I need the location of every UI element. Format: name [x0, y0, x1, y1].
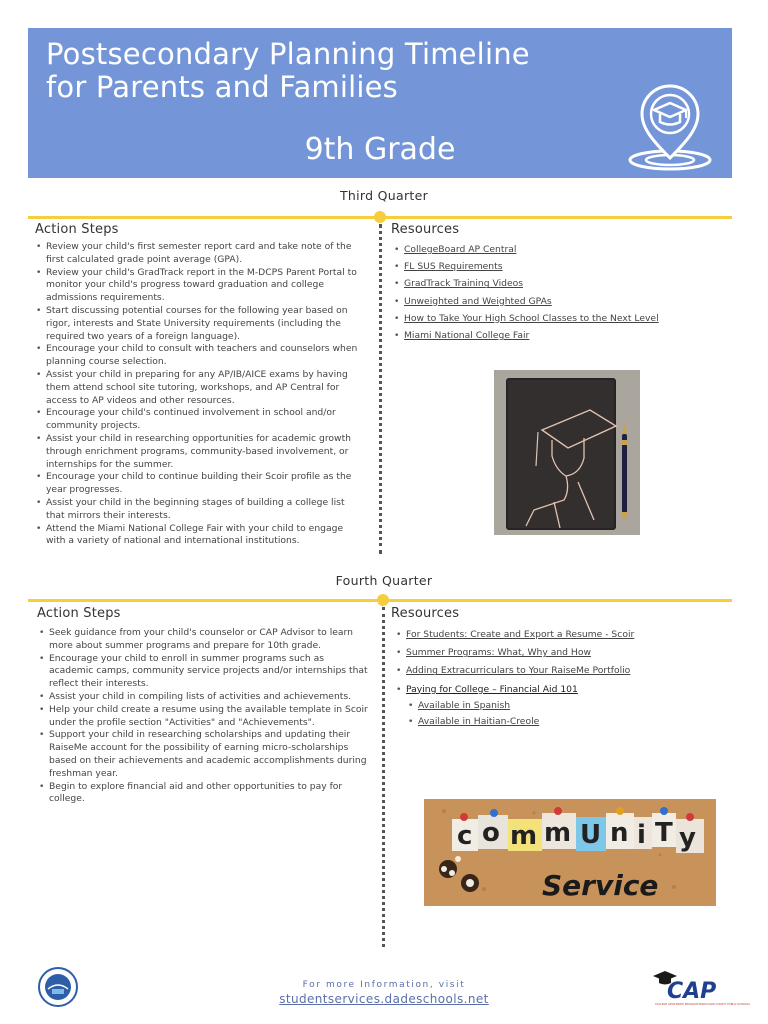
create-resume-scoir-link[interactable]: For Students: Create and Export a Resume - Scoir	[406, 629, 635, 640]
financial-aid-101-link[interactable]: Paying for College – Financial Aid 101	[406, 683, 578, 695]
header-banner	[28, 28, 732, 178]
cap-logo	[651, 968, 750, 1008]
svg-text:o: o	[482, 818, 500, 848]
list-item: • Assist your child in compiling lists of activities and achievements.	[38, 691, 368, 704]
list-item: • Encourage your child to enroll in summer programs such as academic camps, community service projects and/or internships that reflect their interests.	[38, 653, 368, 691]
fourth-quarter-column-divider	[382, 607, 385, 947]
svg-text:c: c	[457, 821, 473, 851]
list-item: • Encourage your child to consult with teachers and counselors when planning course selection.	[35, 343, 365, 369]
high-school-classes-link[interactable]: How to Take Your High School Classes to the Next Level	[404, 312, 659, 324]
list-item	[395, 644, 735, 662]
fourth-quarter-divider-dot	[377, 594, 389, 606]
list-item: • Seek guidance from your child's counselor or CAP Advisor to learn more about summer programs and prepare for 10th grade.	[38, 627, 368, 653]
title-line-2: for Parents and Families	[46, 70, 398, 104]
list-item	[395, 714, 735, 730]
third-quarter-title: Third Quarter	[339, 188, 429, 203]
third-resources-heading: Resources	[391, 222, 460, 237]
fourth-resources-heading: Resources	[391, 606, 460, 621]
list-item	[393, 258, 733, 275]
list-item: • Encourage your child to continue building their Scoir profile as the year progresses.	[35, 471, 365, 497]
svg-text:m: m	[544, 818, 572, 848]
student-services-link[interactable]: studentservices.dadeschools.net	[279, 992, 489, 1006]
collegeboard-ap-central-link[interactable]: CollegeBoard AP Central	[404, 244, 517, 255]
summer-programs-link[interactable]: Summer Programs: What, Why and How	[406, 647, 591, 659]
raiseme-portfolio-link[interactable]: Adding Extracurriculars to Your RaiseMe Portfolio	[406, 665, 631, 677]
svg-text:y: y	[679, 823, 696, 853]
college-fair-link[interactable]: Miami National College Fair	[404, 330, 530, 342]
list-item	[395, 681, 735, 699]
third-quarter-column-divider	[379, 224, 382, 554]
third-quarter-divider-dot	[374, 211, 386, 223]
list-item	[395, 698, 735, 714]
financial-aid-language-list	[395, 698, 735, 730]
third-action-steps-list	[35, 241, 365, 548]
cap-logo-subtext: COLLEGE ASSISTANCE PROGRAM MIAMI-DADE COUNTY PUBLIC SCHOOLS	[655, 1003, 750, 1006]
list-item: • Start discussing potential courses for the following year based on rigor, interests and State University requirements (including the required two years of a foreign language).	[35, 305, 365, 343]
svg-text:T: T	[655, 818, 673, 848]
title-line-1: Postsecondary Planning Timeline	[46, 37, 530, 71]
list-item	[393, 310, 733, 327]
fourth-action-steps-list	[38, 627, 368, 806]
list-item: • Support your child in researching scholarships and updating their RaiseMe account for the possibility of earning micro-scholarships based on their achievements and academic accomplishments during freshman year.	[38, 729, 368, 780]
footer-info-text: For more Information, visit	[302, 980, 466, 990]
list-item: • Assist your child in the beginning stages of building a college list that mirrors their interests.	[35, 497, 365, 523]
haitian-creole-version-link[interactable]: Available in Haitian-Creole	[418, 716, 540, 727]
svg-text:Service: Service	[542, 869, 659, 902]
list-item: • Begin to explore financial aid and other opportunities to pay for college.	[38, 781, 368, 807]
list-item: • Review your child's first semester report card and take note of the first calculated grade point average (GPA).	[35, 241, 365, 267]
third-resources-list	[393, 241, 733, 344]
list-item: • Review your child's GradTrack report in the M-DCPS Parent Portal to monitor your child's progress toward graduation and college admissions requirements.	[35, 267, 365, 305]
svg-text:m: m	[510, 821, 538, 851]
fl-sus-requirements-link[interactable]: FL SUS Requirements	[404, 261, 503, 273]
community-service-photo	[424, 799, 716, 906]
list-item	[395, 662, 735, 680]
graduation-cap-location-pin-icon	[622, 82, 718, 172]
fourth-action-steps-heading: Action Steps	[37, 606, 121, 621]
fourth-resources-list	[395, 626, 735, 699]
list-item: • Attend the Miami National College Fair with your child to engage with a variety of national and international institutions.	[35, 523, 365, 549]
svg-text:i: i	[637, 820, 646, 850]
third-action-steps-heading: Action Steps	[35, 222, 119, 237]
page-title	[46, 38, 646, 104]
list-item: • Assist your child in preparing for any AP/IB/AICE exams by having them attend school site tutoring, workshops, and AP Central for access to AP videos and other resources.	[35, 369, 365, 407]
list-item: • Assist your child in researching opportunities for academic growth through enrichment programs, community-based involvement, or internships for the summer.	[35, 433, 365, 471]
spanish-version-link[interactable]: Available in Spanish	[418, 700, 511, 711]
fourth-quarter-title: Fourth Quarter	[335, 573, 433, 588]
graduation-silhouette-notebook-photo	[494, 370, 640, 535]
list-item	[393, 293, 733, 310]
svg-text:n: n	[610, 818, 629, 848]
list-item: • Help your child create a resume using the available template in Scoir under the profile section "Activities" and "Achievements".	[38, 704, 368, 730]
list-item	[393, 275, 733, 292]
list-item	[393, 327, 733, 344]
cap-logo-text: CAP	[667, 979, 717, 1004]
list-item	[393, 241, 733, 258]
svg-text:U: U	[580, 820, 602, 850]
list-item: • Encourage your child's continued involvement in school and/or community projects.	[35, 407, 365, 433]
list-item	[395, 626, 735, 644]
weighted-gpas-link[interactable]: Unweighted and Weighted GPAs	[404, 295, 552, 307]
grade-title: 9th Grade	[304, 132, 456, 167]
gradtrack-videos-link[interactable]: GradTrack Training Videos	[404, 278, 524, 290]
